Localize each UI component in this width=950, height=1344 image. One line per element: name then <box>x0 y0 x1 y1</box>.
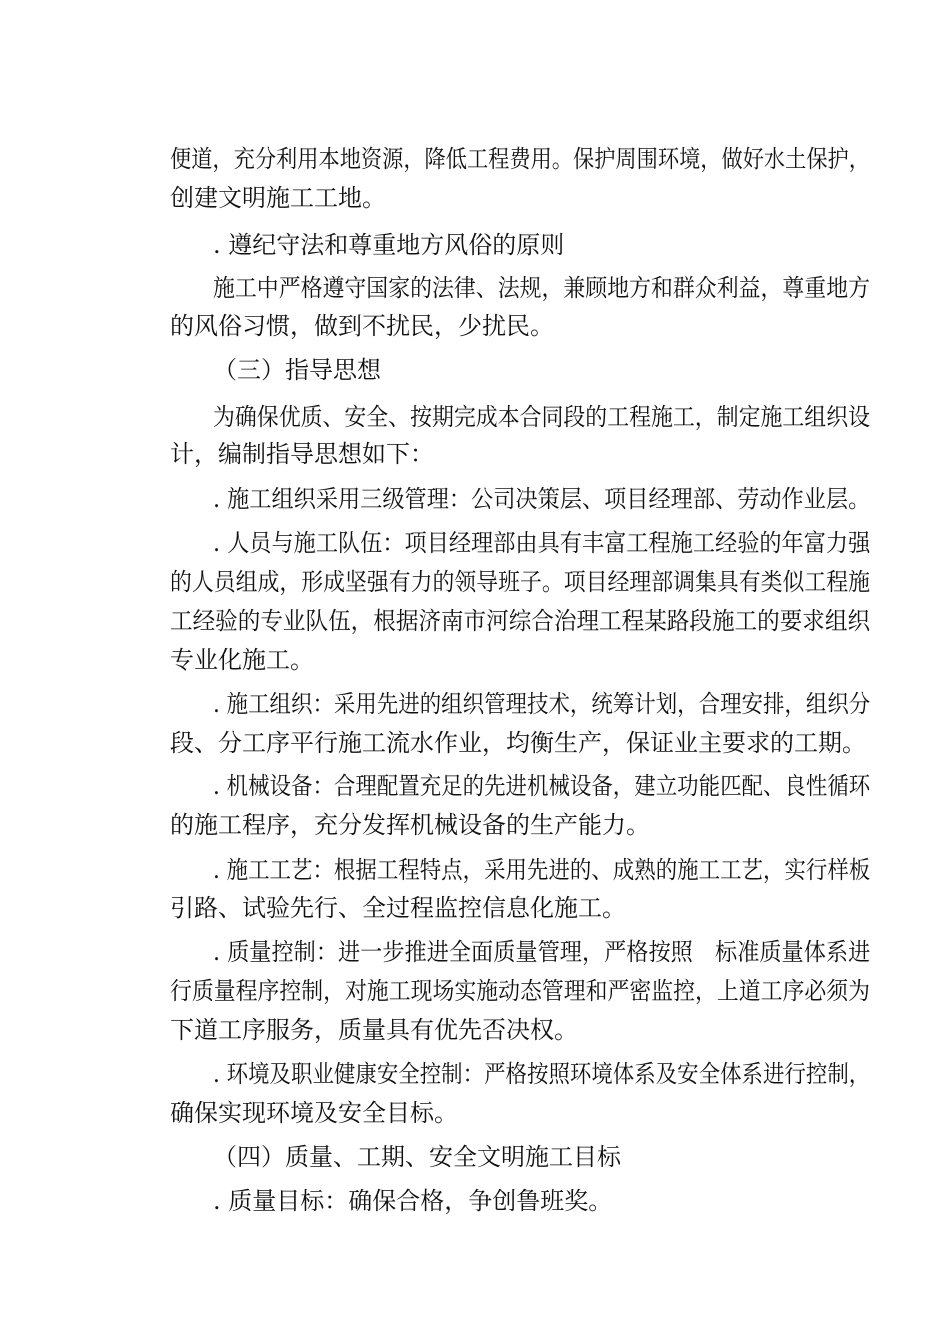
list-item: . 质量目标：确保合格，争创鲁班奖。 <box>213 1187 613 1215</box>
text-line: 专业化施工。 <box>170 646 314 674</box>
text-line: 段、分工序平行施工流水作业，均衡生产，保证业主要求的工期。 <box>170 729 866 757</box>
text-line: 创建文明施工工地。 <box>170 184 386 212</box>
list-item: . 施工组织采用三级管理：公司决策层、项目经理部、劳动作业层。 <box>213 485 871 513</box>
text-line: 行质量程序控制，对施工现场实施动态管理和严密监控，上道工序必须为 <box>170 977 871 1005</box>
list-item: . 人员与施工队伍：项目经理部由具有丰富工程施工经验的年富力强 <box>213 529 871 557</box>
text-line: 为确保优质、安全、按期完成本合同段的工程施工，制定施工组织设 <box>213 403 870 431</box>
text-line: 的风俗习惯，做到不扰民，少扰民。 <box>170 312 554 340</box>
text-line: 计，编制指导思想如下： <box>170 440 434 468</box>
text-line: 工经验的专业队伍，根据济南市河综合治理工程某路段施工的要求组织 <box>170 607 871 635</box>
list-item: . 机械设备：合理配置充足的先进机械设备，建立功能匹配、良性循环 <box>213 772 871 800</box>
text-line: 下道工序服务，质量具有优先否决权。 <box>170 1016 578 1044</box>
section-heading: （四）质量、工期、安全文明施工目标 <box>213 1143 621 1171</box>
text-line: 的施工程序，充分发挥机械设备的生产能力。 <box>170 811 650 839</box>
text-line: 便道，充分利用本地资源，降低工程费用。保护周围环境，做好水土保护， <box>170 145 870 173</box>
section-heading: . 遵纪守法和尊重地方风俗的原则 <box>213 231 565 259</box>
section-heading: （三）指导思想 <box>213 356 381 384</box>
text-line: 的人员组成，形成坚强有力的领导班子。项目经理部调集具有类似工程施 <box>170 568 871 596</box>
list-item: . 施工组织：采用先进的组织管理技术，统筹计划，合理安排，组织分 <box>213 690 871 718</box>
text-line: 确保实现环境及安全目标。 <box>170 1099 458 1127</box>
text-line: 施工中严格遵守国家的法律、法规，兼顾地方和群众利益，尊重地方 <box>213 274 870 302</box>
list-item: . 质量控制：进一步推进全面质量管理，严格按照 标准质量体系进 <box>213 938 871 966</box>
text-line: 引路、试验先行、全过程监控信息化施工。 <box>170 894 626 922</box>
list-item: . 施工工艺：根据工程特点，采用先进的、成熟的施工工艺，实行样板 <box>213 856 871 884</box>
list-item: . 环境及职业健康安全控制：严格按照环境体系及安全体系进行控制， <box>213 1060 871 1088</box>
